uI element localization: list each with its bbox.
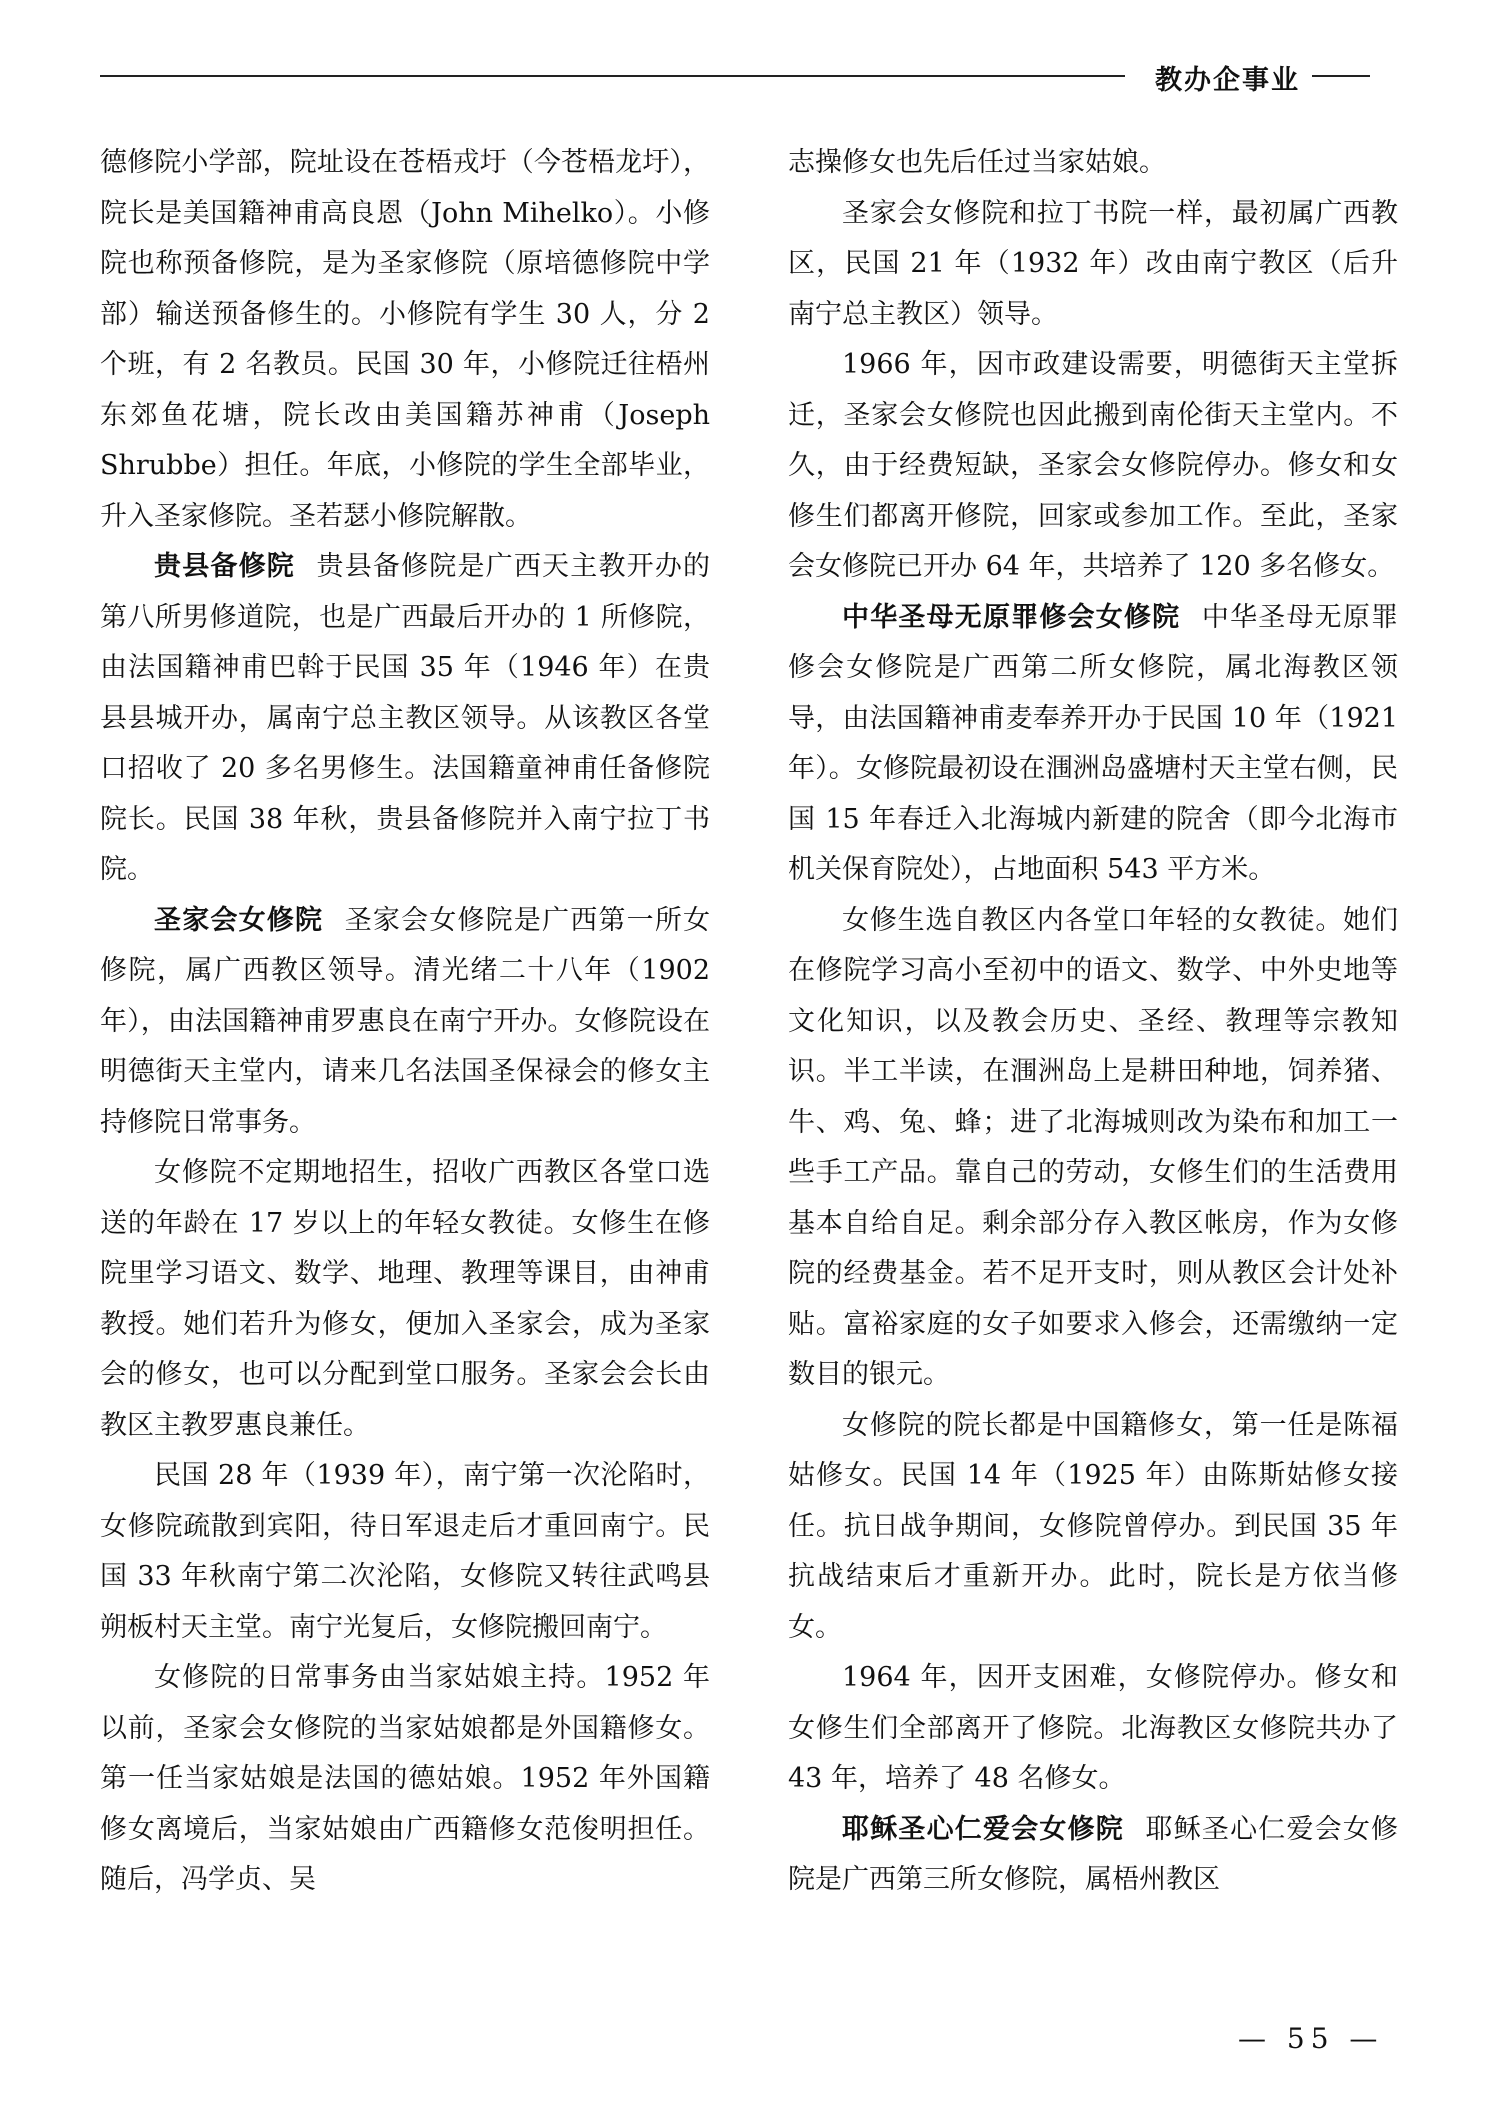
header-rule-left	[100, 75, 1125, 77]
entry-heading: 贵县备修院	[154, 551, 295, 582]
header-rule-right	[1312, 75, 1370, 77]
entry-text: 耶稣圣心仁爱会女修院是广西第三所女修院，属梧州教区	[788, 1813, 1399, 1895]
paragraph: 女修院的院长都是中国籍修女，第一任是陈福姑修女。民国 14 年（1925 年）由陈斯姑修女接任。抗日战争期间，女修院曾停办。到民国 35 年抗战结束后才重新开办。此时，院长是方依当修女。	[788, 1409, 1398, 1643]
section-title: 教办企事业	[1155, 65, 1300, 96]
paragraph: 1966 年，因市政建设需要，明德街天主堂拆迁，圣家会女修院也因此搬到南伦街天主堂内。不久，由于经费短缺，圣家会女修院停办。修女和女修生们都离开修院，回家或参加工作。至此，圣家会女修院已开办 64 年，共培养了 120 多名修女。	[788, 349, 1398, 582]
left-column	[100, 138, 710, 1906]
paragraph: 德修院小学部，院址设在苍梧戎圩（今苍梧龙圩），院长是美国籍神甫高良恩（John Mihelko）。小修院也称预备修院，是为圣家修院（原培德修院中学部）输送预备修生的。小修院有学生 30 人，分 2 个班，有 2 名教员。民国 30 年，小修院迁往梧州东郊鱼花塘，院长改由美国籍苏神甫（Joseph Shrubbe）担任。年底，小修院的学生全部毕业，升入圣家修院。圣若瑟小修院解散。	[100, 147, 710, 532]
right-column	[788, 138, 1398, 1906]
paragraph	[100, 896, 710, 1149]
paragraph	[788, 593, 1398, 896]
paragraph: 女修院的日常事务由当家姑娘主持。1952 年以前，圣家会女修院的当家姑娘都是外国籍修女。第一任当家姑娘是法国的德姑娘。1952 年外国籍修女离境后，当家姑娘由广西籍修女范俊明担任。随后，冯学贞、吴	[100, 1662, 710, 1895]
paragraph: 民国 28 年（1939 年），南宁第一次沦陷时，女修院疏散到宾阳，待日军退走后才重回南宁。民国 33 年秋南宁第二次沦陷，女修院又转往武鸣县朔板村天主堂。南宁光复后，女修院搬回南宁。	[100, 1460, 710, 1643]
entry-heading: 耶稣圣心仁爱会女修院	[842, 1813, 1124, 1845]
paragraph: 女修院不定期地招生，招收广西教区各堂口选送的年龄在 17 岁以上的年轻女教徒。女修生在修院里学习语文、数学、地理、教理等课目，由神甫教授。她们若升为修女，便加入圣家会，成为圣家会的修女，也可以分配到堂口服务。圣家会会长由教区主教罗惠良兼任。	[100, 1157, 710, 1441]
entry-heading: 中华圣母无原罪修会女修院	[842, 601, 1181, 633]
paragraph	[100, 542, 710, 896]
entry-heading: 圣家会女修院	[154, 904, 324, 936]
page-number: — 55 —	[1238, 2022, 1384, 2055]
entry-text: 中华圣母无原罪修会女修院是广西第二所女修院，属北海教区领导，由法国籍神甫麦奉养开办于民国 10 年（1921 年）。女修院最初设在涠洲岛盛塘村天主堂右侧，民国 15 年春迁入北海城内新建的院舍（即今北海市机关保育院处），占地面积 543 平方米。	[788, 601, 1399, 885]
entry-text: 圣家会女修院是广西第一所女修院，属广西教区领导。清光绪二十八年（1902 年），由法国籍神甫罗惠良在南宁开办。女修院设在明德街天主堂内，请来几名法国圣保禄会的修女主持修院日常事务。	[100, 904, 711, 1138]
entry-text: 贵县备修院是广西天主教开办的第八所男修道院，也是广西最后开办的 1 所修院，由法国籍神甫巴斡于民国 35 年（1946 年）在贵县县城开办，属南宁总主教区领导。从该教区各堂口招收了 20 多名男修生。法国籍童神甫任备修院院长。民国 38 年秋，贵县备修院并入南宁拉丁书院。	[100, 551, 711, 885]
running-header	[100, 62, 1370, 96]
paragraph: 1964 年，因开支困难，女修院停办。修女和女修生们全部离开了修院。北海教区女修院共办了 43 年，培养了 48 名修女。	[788, 1662, 1398, 1794]
paragraph: 圣家会女修院和拉丁书院一样，最初属广西教区，民国 21 年（1932 年）改由南宁教区（后升南宁总主教区）领导。	[788, 197, 1398, 330]
paragraph: 女修生选自教区内各堂口年轻的女教徒。她们在修院学习高小至初中的语文、数学、中外史地等文化知识，以及教会历史、圣经、教理等宗教知识。半工半读，在涠洲岛上是耕田种地，饲养猪、牛、鸡、兔、蜂；进了北海城则改为染布和加工一些手工产品。靠自己的劳动，女修生们的生活费用基本自给自足。剩余部分存入教区帐房，作为女修院的经费基金。若不足开支时，则从教区会计处补贴。富裕家庭的女子如要求入修会，还需缴纳一定数目的银元。	[788, 904, 1398, 1390]
paragraph: 志操修女也先后任过当家姑娘。	[788, 147, 1166, 178]
paragraph	[788, 1805, 1398, 1906]
